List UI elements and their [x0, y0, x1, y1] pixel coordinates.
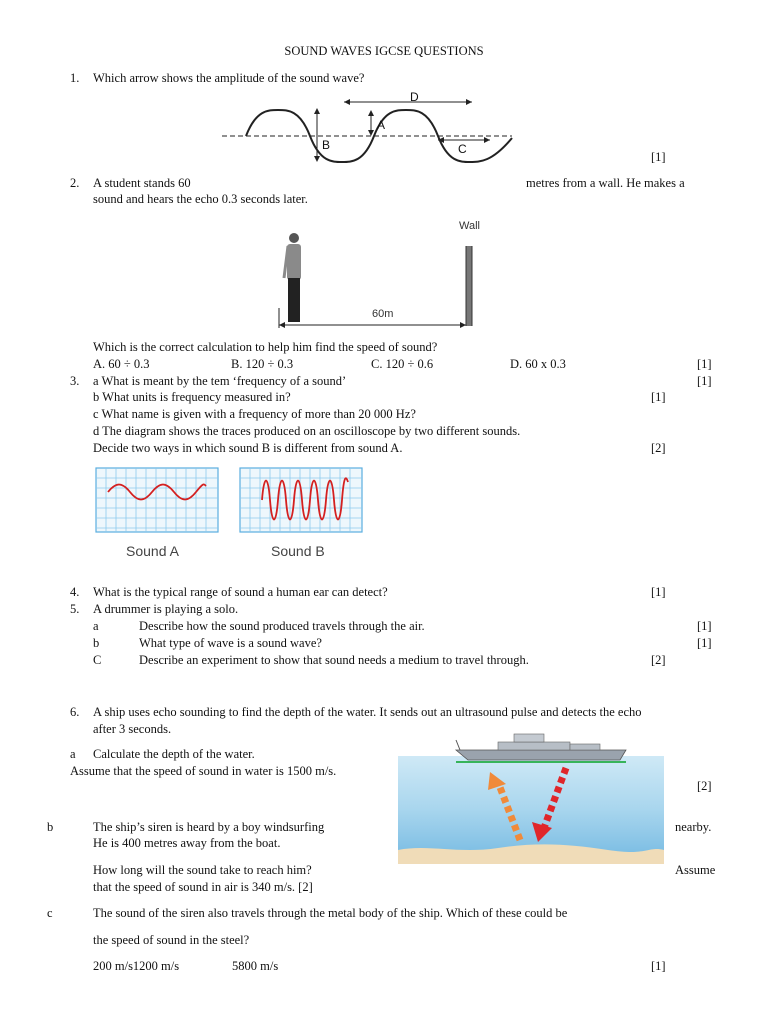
- question-text: Calculate the depth of the water.: [93, 747, 255, 761]
- sound-b-label: Sound B: [271, 543, 325, 559]
- question-text: c What name is given with a frequency of more than 20 000 Hz?: [93, 407, 416, 421]
- sub-letter: a: [93, 619, 99, 633]
- mark: [1]: [697, 357, 712, 371]
- label-d: D: [410, 90, 419, 104]
- question-text: The sound of the siren also travels through the metal body of the ship. Which of these could be: [93, 906, 568, 920]
- mark: [2]: [697, 779, 712, 793]
- question-number: 1.: [70, 71, 80, 85]
- mark: [2]: [651, 653, 666, 667]
- label-a: A: [377, 118, 386, 132]
- question-text: metres from a wall. He makes a: [526, 176, 685, 190]
- question-text: A student stands 60: [93, 176, 191, 190]
- question-text: Describe an experiment to show that sound needs a medium to travel through.: [139, 653, 529, 667]
- ship-echo-diagram: [398, 724, 664, 864]
- question-text: d The diagram shows the traces produced on an oscilloscope by two different sounds.: [93, 424, 521, 438]
- question-text: A ship uses echo sounding to find the depth of the water. It sends out an ultrasound pulse and detects the echo: [93, 705, 642, 719]
- sub-letter: C: [93, 653, 102, 667]
- mark: [1]: [697, 619, 712, 633]
- question-text: Describe how the sound produced travels through the air.: [139, 619, 425, 633]
- mark: [1]: [651, 150, 666, 164]
- question-text: Assume that the speed of sound in water is 1500 m/s.: [70, 764, 337, 778]
- mark: [1]: [651, 585, 666, 599]
- question-number: 2.: [70, 176, 80, 190]
- question-text: He is 400 metres away from the boat.: [93, 836, 281, 850]
- option-a: A. 60 ÷ 0.3: [93, 357, 150, 371]
- question-number: 6.: [70, 705, 80, 719]
- question-text: Decide two ways in which sound B is different from sound A.: [93, 441, 403, 455]
- question-text: Which arrow shows the amplitude of the sound wave?: [93, 71, 365, 85]
- question-number: 3.: [70, 374, 80, 388]
- question-number: 5.: [70, 602, 80, 616]
- question-text: Which is the correct calculation to help him find the speed of sound?: [93, 340, 438, 354]
- question-text: b What units is frequency measured in?: [93, 390, 291, 404]
- wave-diagram: [218, 88, 514, 168]
- sub-letter: b: [47, 820, 54, 834]
- question-text: that the speed of sound in air is 340 m/s. [2]: [93, 880, 313, 894]
- option-b: B. 120 ÷ 0.3: [231, 357, 294, 371]
- sound-a-label: Sound A: [126, 543, 179, 559]
- option-text: 200 m/s1200 m/s: [93, 959, 180, 973]
- question-text: What type of wave is a sound wave?: [139, 636, 322, 650]
- question-text: sound and hears the echo 0.3 seconds later.: [93, 192, 308, 206]
- question-text: nearby.: [675, 820, 712, 834]
- question-text: a What is meant by the tem ‘frequency of a sound’: [93, 374, 347, 388]
- mark: [1]: [651, 959, 666, 973]
- question-text: What is the typical range of sound a human ear can detect?: [93, 585, 388, 599]
- question-text: A drummer is playing a solo.: [93, 602, 239, 616]
- mark: [1]: [697, 374, 712, 388]
- option-d: D. 60 x 0.3: [510, 357, 566, 371]
- oscilloscope-sound-a: [96, 468, 218, 532]
- mark: [1]: [651, 390, 666, 404]
- sub-letter: b: [93, 636, 100, 650]
- sub-letter: c: [47, 906, 53, 920]
- option-text: 5800 m/s: [232, 959, 279, 973]
- question-text: How long will the sound take to reach him?: [93, 863, 312, 877]
- sub-letter: a: [70, 747, 76, 761]
- question-text: The ship’s siren is heard by a boy windsurfing: [93, 820, 325, 834]
- wall-label: Wall: [459, 220, 480, 232]
- distance-label: 60m: [372, 308, 394, 320]
- mark: [1]: [697, 636, 712, 650]
- oscilloscope-sound-b: [240, 468, 362, 532]
- label-b: B: [322, 138, 331, 152]
- option-c: C. 120 ÷ 0.6: [371, 357, 434, 371]
- question-text: Assume: [675, 863, 716, 877]
- mark: [2]: [651, 441, 666, 455]
- question-number: 4.: [70, 585, 80, 599]
- page-title: SOUND WAVES IGCSE QUESTIONS: [284, 44, 484, 58]
- label-c: C: [458, 142, 467, 156]
- question-text: after 3 seconds.: [93, 722, 172, 736]
- question-text: the speed of sound in the steel?: [93, 933, 250, 947]
